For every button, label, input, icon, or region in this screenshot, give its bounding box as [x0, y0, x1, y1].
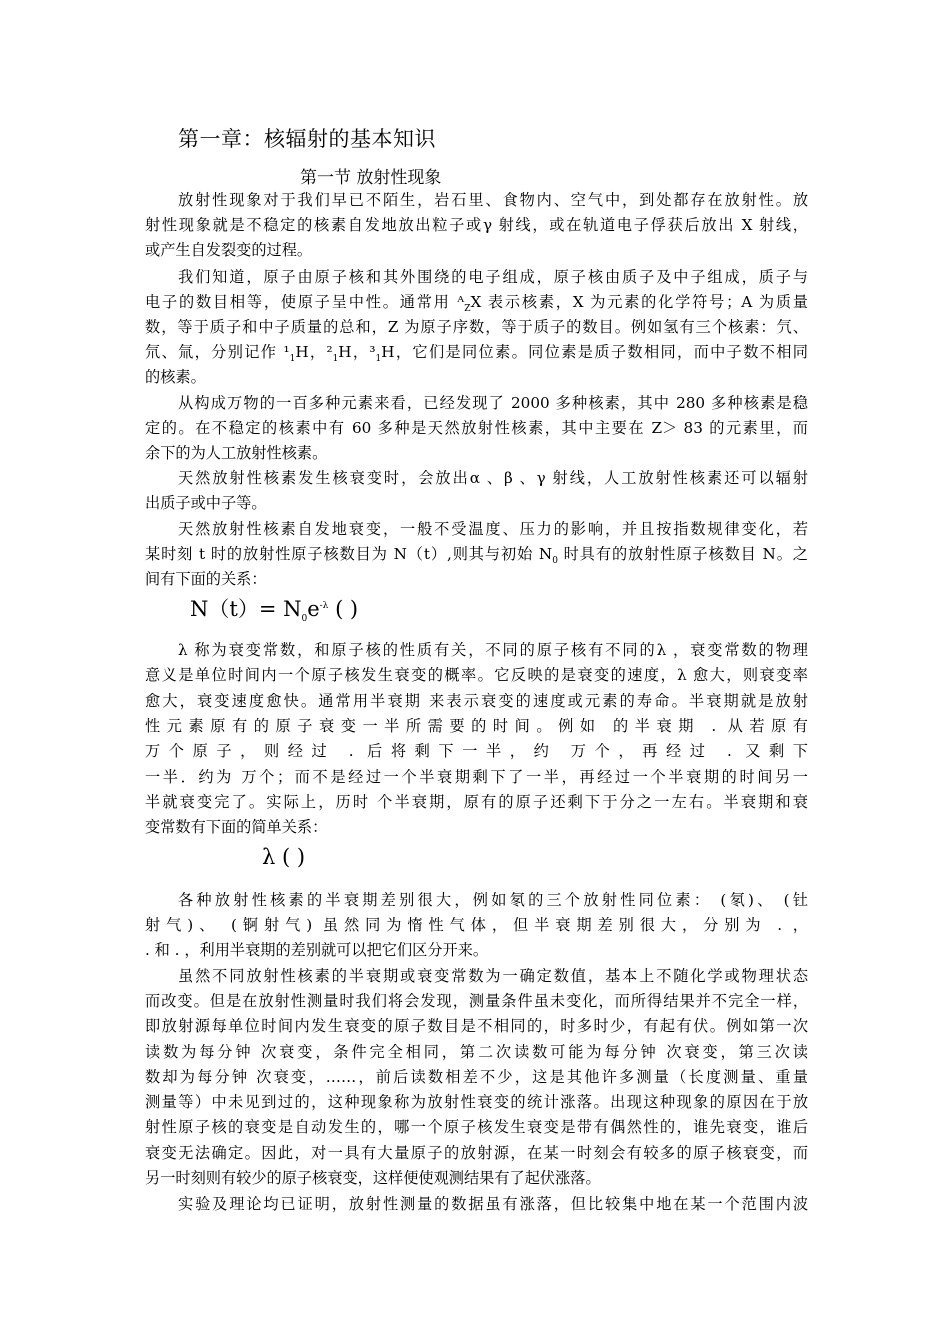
text-line: 性元素原有的原子衰变一半所需要的时间。例如 的半衰期 . 从若原有	[145, 717, 808, 735]
text-line: 数，等于质子和中子质量的总和，Z 为原子序数，等于质子的数目。例如氢有三个核素：氕、	[145, 318, 808, 336]
text-line: 万个原子，则经过 . 后将剩下一半，约 万个，再经过 . 又剩下	[145, 742, 808, 760]
text-line: . 和 . ，利用半衰期的差别就可以把它们区分开来。	[145, 941, 489, 959]
text-line: 出质子或中子等。	[145, 494, 267, 512]
text-line: 天然放射性核素自发地衰变，一般不受温度、压力的影响，并且按指数规律变化，若	[178, 520, 808, 538]
text-line: 放射性现象对于我们早已不陌生，岩石里、食物内、空气中，到处都存在放射性。放	[178, 191, 808, 209]
text-line: 即放射源每单位时间内发生衰变的原子数目是不相同的，时多时少，有起有伏。例如第一次	[145, 1017, 808, 1035]
text-line: 某时刻 t 时的放射性原子核数目为 N（t）,则其与初始 $N_0$ 时具有的放射性原子核数目 N。之	[145, 545, 808, 567]
text-line: 另一时刻则有较少的原子核衰变，这样便使观测结果有了起伏涨落。	[145, 1169, 601, 1187]
text-line: 从构成万物的一百多种元素来看，已经发现了 2000 多种核素，其中 280 多种核素是稳	[178, 394, 808, 412]
text-line: 射性现象就是不稳定的核素自发地放出粒子或γ 射线，或在轨道电子俘获后放出 X 射线，	[145, 216, 808, 234]
text-line: 衰变无法确定。因此，对一具有大量原子的放射源，在某一时刻会有较多的原子核衰变，而	[145, 1144, 808, 1162]
text-line: 各种放射性核素的半衰期差别很大，例如氡的三个放射性同位素： (氡)、 (钍	[178, 891, 808, 909]
text-line: 测量等）中未见到过的，这种现象称为放射性衰变的统计涨落。出现这种现象的原因在于放	[145, 1093, 808, 1111]
section-title: 第一节 放射性现象	[300, 168, 442, 188]
text-line: 读数为每分钟 次衰变，条件完全相同，第二次读数可能为每分钟 次衰变，第三次读	[145, 1043, 808, 1061]
text-line: 氘、氚，分别记作 $^1_1H$，$^2_1H$，$^3_1H$，它们是同位素。同位素是质子数相同，而中子数不相同	[145, 343, 808, 365]
text-line: 或产生自发裂变的过程。	[145, 241, 313, 259]
text-line: 半就衰变完了。实际上，历时 个半衰期，原有的原子还剩下于分之一左右。半衰期和衰	[145, 793, 808, 811]
half-life-relation: λ ( )	[262, 845, 306, 869]
text-line: 愈大，衰变速度愈快。通常用半衰期 来表示衰变的速度或元素的寿命。半衰期就是放射	[145, 692, 808, 710]
text-line: 实验及理论均已证明，放射性测量的数据虽有涨落，但比较集中地在某一个范围内波	[178, 1195, 808, 1213]
text-line: 电子的数目相等，使原子呈中性。通常用 ᴬ$_Z$X 表示核素，X 为元素的化学符号；A 为质量	[145, 293, 808, 315]
text-line: 虽然不同放射性核素的半衰期或衰变常数为一确定数值，基本上不随化学或物理状态	[178, 967, 808, 985]
text-line: 数却为每分钟 次衰变，……，前后读数相差不少，这是其他许多测量（长度测量、重量	[145, 1068, 808, 1086]
text-line: 的核素。	[145, 368, 206, 386]
text-line: 天然放射性核素发生核衰变时，会放出α 、β 、γ 射线，人工放射性核素还可以辐射	[178, 469, 808, 487]
chapter-title: 第一章：核辐射的基本知识	[178, 127, 436, 151]
text-line: 一半．约为 万个；而不是经过一个半衰期剩下了一半，再经过一个半衰期的时间另一	[145, 768, 808, 786]
text-line: 余下的为人工放射性核素。	[145, 444, 328, 462]
decay-equation: $N(t)= N_0e^{-\lambda}$ ( )	[190, 597, 359, 625]
text-line: 定的。在不稳定的核素中有 60 多种是天然放射性核素，其中主要在 Z＞ 83 的元素里，而	[145, 419, 808, 437]
text-line: 射性原子核的衰变是自动发生的，哪一个原子核发生衰变是带有偶然性的，谁先衰变，谁后	[145, 1118, 808, 1136]
text-line: 间有下面的关系：	[145, 570, 267, 588]
text-line: λ 称为衰变常数，和原子核的性质有关，不同的原子核有不同的λ ，衰变常数的物理	[178, 641, 808, 659]
text-line: 射气)、 (锕射气) 虽然同为惰性气体，但半衰期差别很大，分别为 . ，	[145, 916, 808, 934]
text-line: 我们知道，原子由原子核和其外围绕的电子组成，原子核由质子及中子组成，质子与	[178, 268, 808, 286]
text-line: 变常数有下面的简单关系：	[145, 818, 328, 836]
text-line: 意义是单位时间内一个原子核发生衰变的概率。它反映的是衰变的速度，λ 愈大，则衰变率	[145, 666, 808, 684]
text-line: 而改变。但是在放射性测量时我们将会发现，测量条件虽未变化，而所得结果并不完全一样，	[145, 992, 808, 1010]
